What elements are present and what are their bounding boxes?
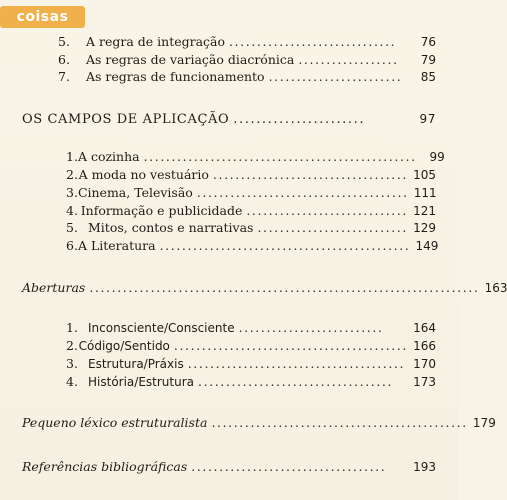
dot-leader: ................................................. [143, 149, 417, 164]
dot-leader: ....................................... [187, 356, 406, 371]
dot-leader: ........................ [268, 69, 403, 84]
entry-page-number: 149 [415, 239, 439, 253]
entry-number: 6. [66, 238, 78, 253]
dot-leader: ...................................... [196, 185, 409, 200]
dot-leader: ........................... [257, 220, 408, 235]
entry-number: 3. [66, 185, 78, 200]
section-heading [22, 459, 436, 475]
section-heading [22, 111, 436, 128]
entry-title: Código/Sentido [78, 339, 170, 353]
toc-entry [66, 220, 436, 236]
entry-number: 6. [58, 52, 70, 67]
dot-leader: ................................... [191, 459, 387, 474]
toc-entry [66, 167, 436, 183]
toc-entry [58, 69, 436, 85]
entry-title: Inconsciente/Consciente [88, 321, 235, 335]
toc-entry [58, 34, 436, 50]
entry-number: 7. [58, 69, 70, 84]
entry-page-number: 85 [420, 70, 436, 84]
entry-page-number: 76 [420, 35, 436, 49]
entry-number: 1. [66, 149, 78, 164]
section-title: Referências bibliográficas [22, 459, 188, 474]
section-page-number: 97 [419, 112, 436, 126]
section-page-number: 163 [484, 281, 507, 295]
section-heading [22, 415, 496, 431]
entry-title: Informação e publicidade [80, 203, 243, 218]
entry-title: A cozinha [77, 149, 140, 164]
entry-title: A Literatura [77, 238, 156, 253]
entry-page-number: 79 [420, 53, 436, 67]
dot-leader: ............................................. [159, 238, 411, 253]
entry-number: 1. [66, 320, 78, 335]
entry-page-number: 105 [413, 168, 436, 182]
entry-number: 4. [66, 203, 78, 218]
toc-entry [66, 320, 436, 336]
entry-number: 2. [66, 338, 78, 353]
entry-title: As regras de funcionamento [86, 69, 265, 84]
entry-page-number: 164 [413, 321, 436, 335]
dot-leader: ................................... [212, 167, 408, 182]
section-title: Aberturas [22, 280, 86, 295]
dot-leader: ............................. [246, 203, 408, 218]
entry-page-number: 121 [413, 204, 436, 218]
dot-leader: .......................................... [173, 338, 408, 353]
dot-leader: .......................... [238, 320, 384, 335]
entry-number: 5. [66, 220, 78, 235]
toc-entry [66, 203, 436, 219]
entry-number: 3. [66, 356, 78, 371]
dot-leader: ...................................................................... [89, 280, 480, 295]
entry-number: 2. [66, 167, 78, 182]
entry-title: Mitos, contos e narrativas [88, 220, 254, 235]
toc-entry [58, 52, 436, 68]
entry-title: Cinema, Televisão [77, 185, 193, 200]
section-page-number: 193 [413, 460, 436, 474]
toc-entry [66, 185, 436, 201]
section-page-number: 179 [472, 416, 496, 430]
toc-entry [66, 149, 445, 165]
toc-entry [66, 374, 436, 390]
entry-title: Estrutura/Práxis [88, 357, 184, 371]
section-heading [22, 280, 507, 296]
entry-title: A regra de integração [86, 34, 226, 49]
section-title: OS CAMPOS DE APLICAÇÃO [22, 112, 230, 127]
entry-title: História/Estrutura [88, 375, 194, 389]
section-title: Pequeno léxico estruturalista [22, 415, 208, 430]
entry-page-number: 111 [413, 186, 437, 200]
entry-page-number: 129 [413, 221, 436, 235]
toc-entry [66, 338, 436, 354]
site-logo: coisas [0, 6, 85, 28]
entry-title: As regras de variação diacrónica [86, 52, 295, 67]
entry-page-number: 173 [413, 375, 436, 389]
dot-leader: .................. [298, 52, 399, 67]
entry-page-number: 170 [413, 357, 436, 371]
toc-entry [66, 356, 436, 372]
dot-leader: .............................. [229, 34, 397, 49]
dot-leader: ................................... [198, 374, 394, 389]
entry-number: 5. [58, 34, 70, 49]
entry-number: 4. [66, 374, 78, 389]
toc-entry [66, 238, 439, 254]
entry-page-number: 99 [429, 150, 445, 164]
dot-leader: ....................... [233, 112, 366, 127]
entry-title: A moda no vestuário [78, 167, 209, 182]
entry-page-number: 166 [413, 339, 436, 353]
dot-leader: .............................................. [211, 415, 468, 430]
